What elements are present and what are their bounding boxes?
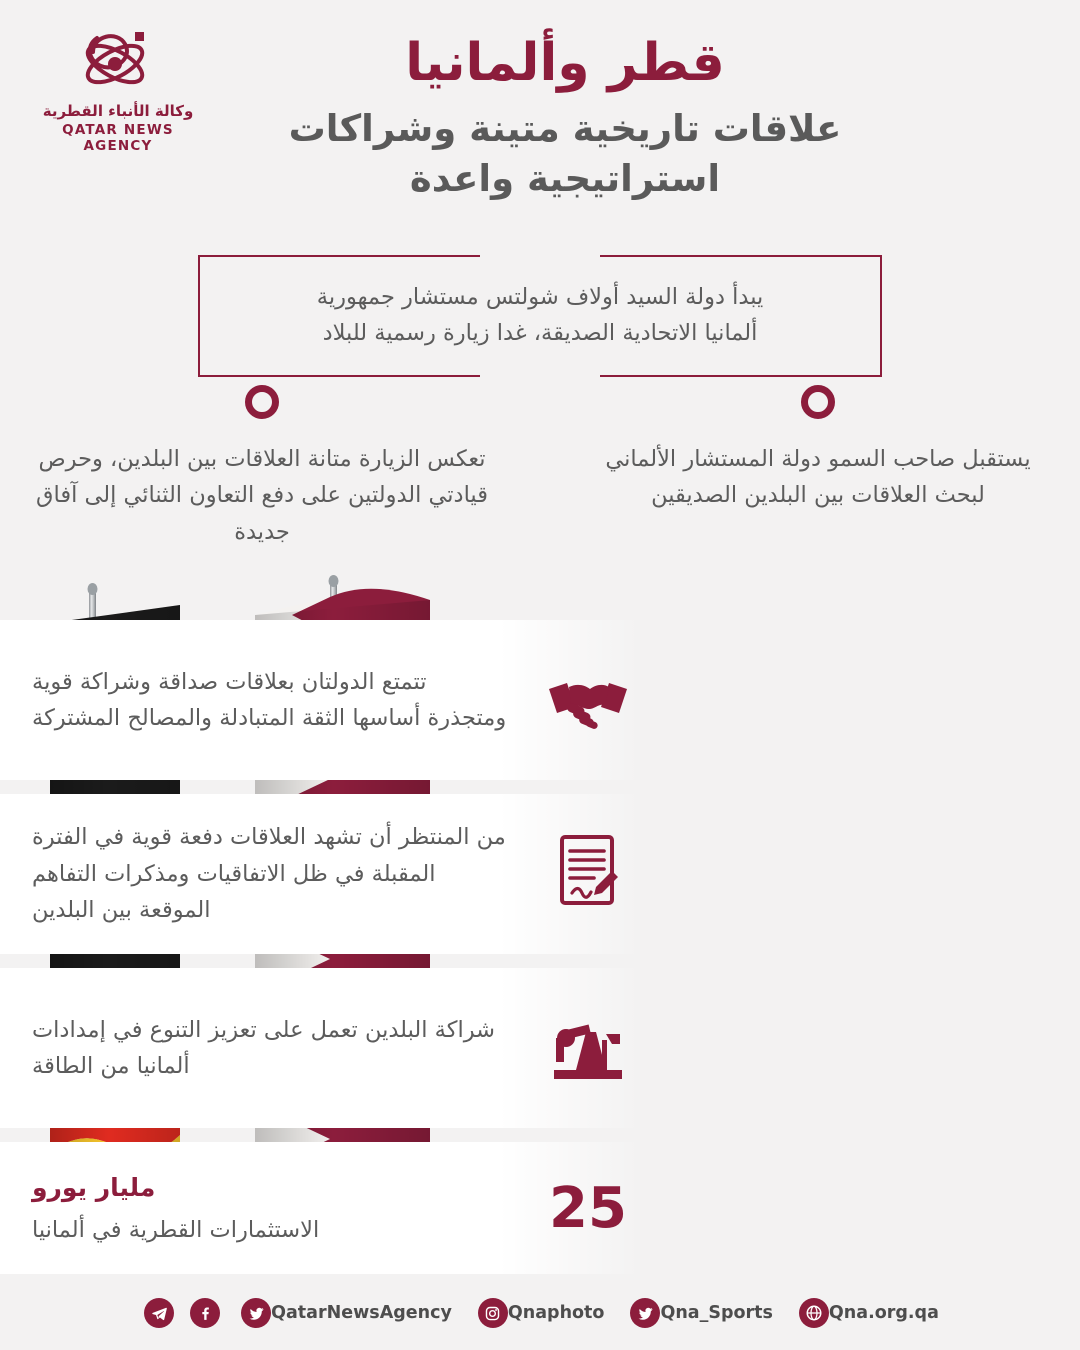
statistic-description: الاستثمارات القطرية في ألمانيا bbox=[32, 1217, 320, 1244]
bullet-item-2-text: تعكس الزيارة متانة العلاقات بين البلدين، وحرص قيادتي الدولتين على دفع التعاون الثنائي إلى آفاق جديدة bbox=[36, 446, 488, 545]
statistic-row bbox=[0, 1142, 640, 1274]
footer-social-bar bbox=[0, 1298, 1080, 1328]
fact-row bbox=[0, 794, 640, 954]
social-twitter-sports-label: Qna_Sports bbox=[660, 1303, 773, 1323]
fact-row-text: من المنتظر أن تشهد العلاقات دفعة قوية في الفترة المقبلة في ظل الاتفاقيات ومذكرات التفاهم الموقعة بين البلدين bbox=[32, 824, 506, 924]
qna-logo bbox=[28, 26, 208, 154]
social-website-label: Qna.org.qa bbox=[828, 1303, 939, 1323]
social-website[interactable] bbox=[791, 1298, 939, 1328]
bullet-item-1 bbox=[578, 385, 1058, 550]
fact-row-text: شراكة البلدين تعمل على تعزيز التنوع في إمدادات ألمانيا من الطاقة bbox=[32, 1016, 495, 1079]
logo-arabic-name: وكالة الأنباء القطرية bbox=[42, 102, 194, 120]
intro-box bbox=[198, 255, 882, 377]
telegram-icon[interactable] bbox=[144, 1298, 174, 1328]
page-subtitle-line1: علاقات تاريخية متينة وشراكات bbox=[288, 106, 842, 150]
social-instagram-label: Qnaphoto bbox=[507, 1303, 605, 1323]
facebook-icon[interactable] bbox=[190, 1298, 220, 1328]
statistic-number: 25 bbox=[549, 1175, 627, 1241]
social-instagram[interactable] bbox=[470, 1298, 605, 1328]
qna-logo-icon bbox=[63, 26, 173, 100]
circle-bullet-icon bbox=[245, 385, 279, 419]
social-twitter-main-label: QatarNewsAgency bbox=[271, 1303, 452, 1323]
fact-row bbox=[0, 968, 640, 1128]
social-facebook[interactable] bbox=[182, 1298, 220, 1328]
page-title: قطر وألمانيا bbox=[405, 33, 725, 93]
intro-box-bottom-notch bbox=[480, 373, 600, 379]
bullet-columns bbox=[22, 385, 1058, 550]
intro-box-top-notch bbox=[480, 253, 600, 259]
social-telegram[interactable] bbox=[136, 1298, 174, 1328]
circle-bullet-icon bbox=[801, 385, 835, 419]
twitter-icon[interactable] bbox=[630, 1298, 660, 1328]
fact-row bbox=[0, 620, 640, 780]
oil-pump-icon bbox=[536, 1010, 640, 1086]
bullet-item-1-text: يستقبل صاحب السمو دولة المستشار الألماني لبحث العلاقات بين البلدين الصديقين bbox=[605, 446, 1031, 509]
signed-document-icon bbox=[536, 831, 640, 917]
bullet-item-2 bbox=[22, 385, 502, 550]
page-subtitle-line2: استراتيجية واعدة bbox=[409, 156, 721, 200]
intro-text-line1: يبدأ دولة السيد أولاف شولتس مستشار جمهورية bbox=[316, 284, 764, 310]
intro-text-line2: ألمانيا الاتحادية الصديقة، غدا زيارة رسمية للبلاد bbox=[322, 320, 758, 346]
logo-english-name: QATAR NEWS AGENCY bbox=[62, 122, 174, 154]
social-twitter-main[interactable] bbox=[233, 1298, 452, 1328]
logo-center-dot bbox=[108, 57, 122, 71]
globe-icon[interactable] bbox=[799, 1298, 829, 1328]
facts-list bbox=[0, 620, 640, 1288]
social-twitter-sports[interactable] bbox=[622, 1298, 772, 1328]
statistic-unit: مليار يورو bbox=[32, 1172, 156, 1202]
statistic-text bbox=[26, 1168, 536, 1249]
instagram-icon[interactable] bbox=[478, 1298, 508, 1328]
twitter-icon[interactable] bbox=[241, 1298, 271, 1328]
fact-row-text: تتمتع الدولتان بعلاقات صداقة وشراكة قوية ومتجذرة أساسها الثقة المتبادلة والمصالح المشتركة bbox=[32, 668, 507, 731]
title-block bbox=[250, 34, 880, 204]
handshake-icon bbox=[536, 669, 640, 731]
